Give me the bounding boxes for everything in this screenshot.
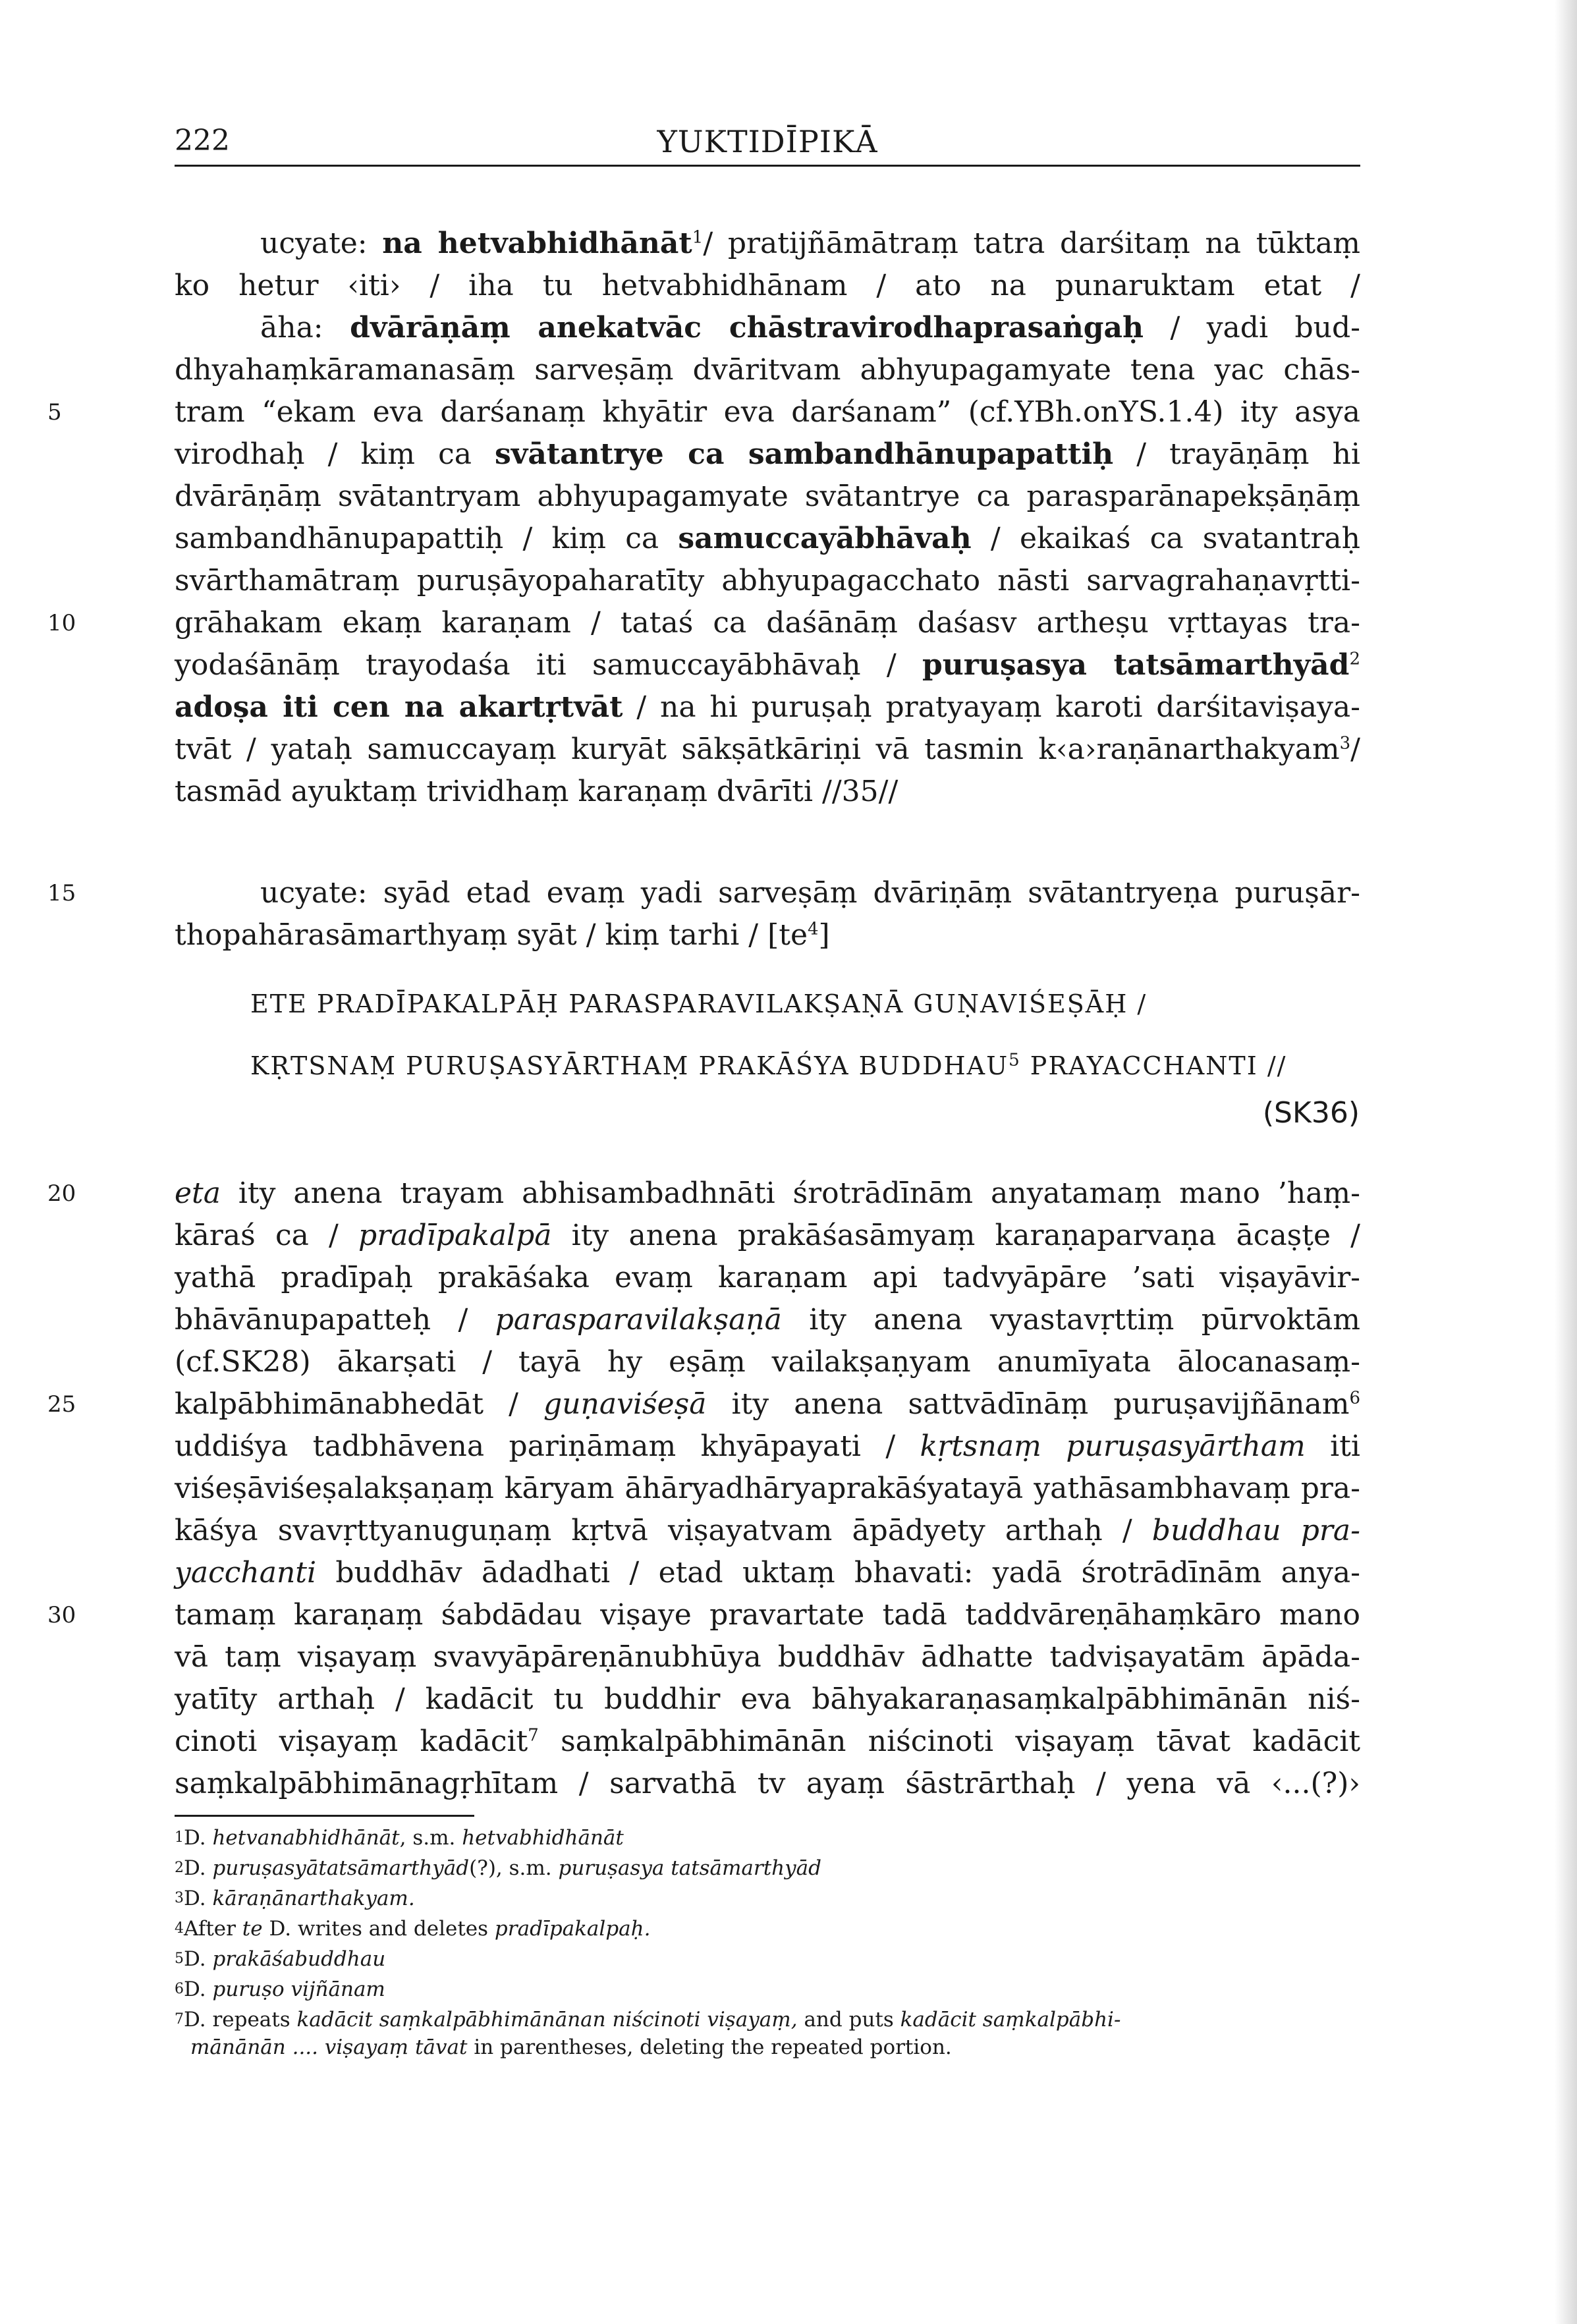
text-line: svārthamātraṃ puruṣāyopaharatīty abhyupagacchato nāsti sarvagrahaṇavṛtti- xyxy=(175,564,1360,597)
text-line: dvārāṇāṃ svātantryam abhyupagamyate svātantrye ca parasparānapekṣāṇāṃ xyxy=(175,480,1360,513)
verse-line: ETE PRADĪPAKALPĀḤ PARASPARAVILAKṢAṆĀ GUṆAVIŚEṢĀḤ / xyxy=(250,989,1148,1018)
text-line: tvāt / yataḥ samuccayaṃ kuryāt sākṣātkāriṇi vā tasmin k‹a›raṇānarthakyam$^3$/ xyxy=(175,733,1360,766)
footnote: $^2$D. puruṣasyātatsāmarthyād(?), s.m. puruṣasya tatsāmarthyād xyxy=(175,1856,821,1880)
line-number: 10 xyxy=(47,610,76,636)
text-line: vā taṃ viṣayaṃ svavyāpāreṇānubhūya buddhāv ādhatte tadviṣayatām āpāda- xyxy=(175,1640,1360,1674)
text-line: uddiśya tadbhāvena pariṇāmaṃ khyāpayati / kṛtsnaṃ puruṣasyārtham iti xyxy=(175,1429,1360,1463)
page-number: 222 xyxy=(175,124,230,157)
text-line: ko hetur ‹iti› / iha tu hetvabhidhānam / ato na punaruktam etat / xyxy=(175,269,1360,302)
footnote: $^5$D. prakāśabuddhau xyxy=(175,1947,386,1971)
running-title: YUKTIDĪPIKĀ xyxy=(657,124,878,159)
text-line: dhyahaṃkāramanasāṃ sarveṣāṃ dvāritvam abhyupagamyate tena yac chās- xyxy=(175,353,1360,387)
text-line: kāśya svavṛttyanuguṇaṃ kṛtvā viṣayatvam āpādyety arthaḥ / buddhau pra- xyxy=(175,1514,1360,1547)
text-line: grāhakam ekaṃ karaṇam / tataś ca daśānāṃ daśasv artheṣu vṛttayas tra- xyxy=(175,606,1360,640)
footnote-rule xyxy=(175,1815,474,1817)
verse-line: KṚTSNAṂ PURUṢASYĀRTHAṂ PRAKĀŚYA BUDDHAU$^5$ PRAYACCHANTI // xyxy=(250,1050,1287,1080)
text-line: kāraś ca / pradīpakalpā ity anena prakāśasāmyaṃ karaṇaparvaṇa ācaṣṭe / xyxy=(175,1219,1361,1252)
line-number: 30 xyxy=(47,1602,76,1628)
text-line: ucyate: syād etad evaṃ yadi sarveṣāṃ dvāriṇāṃ svātantryeṇa puruṣār- xyxy=(260,876,1360,910)
page-header xyxy=(175,124,1360,167)
footnote: $^3$D. kāraṇānarthakyam. xyxy=(175,1887,415,1910)
text-line: yacchanti buddhāv ādadhati / etad uktaṃ bhavati: yadā śrotrādīnām anya- xyxy=(175,1556,1360,1590)
scan-edge-shadow xyxy=(1555,0,1577,2324)
text-line: yathā pradīpaḥ prakāśaka evaṃ karaṇam api tadvyāpāre ’sati viṣayāvir- xyxy=(175,1261,1360,1294)
text-line: (cf.SK28) ākarṣati / tayā hy eṣāṃ vailakṣaṇyam anumīyata ālocanasaṃ- xyxy=(175,1345,1360,1379)
footnote: $^1$D. hetvanabhidhānāt, s.m. hetvabhidhānāt xyxy=(175,1826,624,1850)
line-number: 20 xyxy=(47,1180,76,1207)
verse-reference: (SK36) xyxy=(1262,1096,1360,1130)
line-number: 15 xyxy=(47,880,76,906)
text-line: āha: dvārāṇāṃ anekatvāc chāstravirodhaprasaṅgaḥ / yadi bud- xyxy=(260,311,1360,345)
text-line: kalpābhimānabhedāt / guṇaviśeṣā ity anena sattvādīnāṃ puruṣavijñānam$^6$ xyxy=(175,1387,1360,1421)
text-line: bhāvānupapatteḥ / parasparavilakṣaṇā ity anena vyastavṛttiṃ pūrvoktām xyxy=(175,1303,1360,1337)
text-line: yatīty arthaḥ / kadācit tu buddhir eva bāhyakaraṇasaṃkalpābhimānān niś- xyxy=(175,1682,1360,1716)
footnote: $^6$D. puruṣo vijñānam xyxy=(175,1978,385,2001)
footnote-continuation: mānānān .... viṣayaṃ tāvat in parentheses, deleting the repeated portion. xyxy=(190,2035,952,2059)
text-line: eta ity anena trayam abhisambadhnāti śrotrādīnām anyatamaṃ mano ’haṃ- xyxy=(175,1176,1360,1210)
text-line: cinoti viṣayaṃ kadācit$^7$ saṃkalpābhimānān niścinoti viṣayaṃ tāvat kadācit xyxy=(175,1725,1360,1758)
text-line: sambandhānupapattiḥ / kiṃ ca samuccayābhāvaḥ / ekaikaś ca svatantraḥ xyxy=(175,522,1360,555)
text-line: ucyate: na hetvabhidhānāt$^1$/ pratijñāmātraṃ tatra darśitaṃ na tūktaṃ xyxy=(260,227,1361,260)
text-line: saṃkalpābhimānagṛhītam / sarvathā tv ayaṃ śāstrārthaḥ / yena vā ‹...(?)› xyxy=(175,1767,1360,1800)
text-line: virodhaḥ / kiṃ ca svātantrye ca sambandhānupapattiḥ / trayāṇāṃ hi xyxy=(175,437,1360,471)
text-line: tamaṃ karaṇaṃ śabdādau viṣaye pravartate tadā taddvāreṇāhaṃkāro mano xyxy=(175,1598,1360,1632)
text-line: yodaśānāṃ trayodaśa iti samuccayābhāvaḥ / puruṣasya tatsāmarthyād$^2$ xyxy=(175,648,1360,682)
footnote: $^7$D. repeats kadācit saṃkalpābhimānānan niścinoti viṣayaṃ, and puts kadācit saṃkalpābhi- xyxy=(175,2008,1121,2032)
text-line: thopahārasāmarthyaṃ syāt / kiṃ tarhi / $[te^4]$ xyxy=(175,918,830,952)
text-line: tasmād ayuktaṃ trividhaṃ karaṇaṃ dvārīti //35// xyxy=(175,775,899,808)
footnote: $^4$After te D. writes and deletes pradīpakalpaḥ. xyxy=(175,1917,651,1941)
text-line: tram “ekam eva darśanaṃ khyātir eva darśanam” (cf.YBh.onYS.1.4) ity asya xyxy=(175,395,1360,429)
line-number: 5 xyxy=(47,399,62,426)
text-line: adoṣa iti cen na akartṛtvāt / na hi puruṣaḥ pratyayaṃ karoti darśitaviṣaya- xyxy=(175,690,1361,724)
text-line: viśeṣāviśeṣalakṣaṇaṃ kāryam āhāryadhāryaprakāśyatayā yathāsambhavaṃ pra- xyxy=(175,1472,1360,1505)
line-number: 25 xyxy=(47,1391,76,1418)
